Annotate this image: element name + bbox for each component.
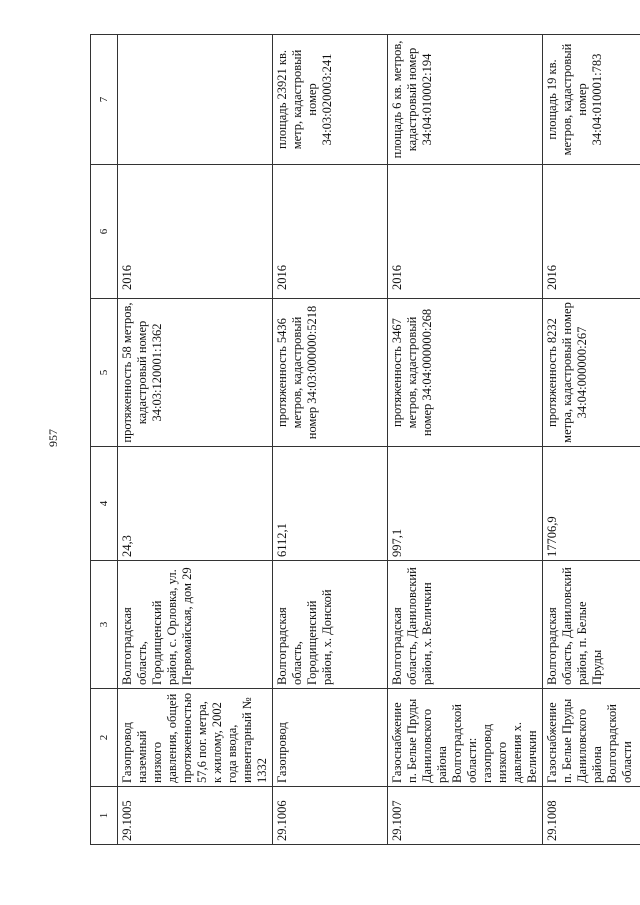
object-details: протяженность 5436 метров, кадастровый номер 34:03:000000:5218 [273,299,388,447]
object-year: 2016 [388,165,543,299]
table-row [118,35,273,845]
table-row [273,35,388,845]
object-extra [118,35,273,165]
object-address: Волгоградская область, Городищенский район, х. Донской [273,561,388,689]
object-value: 997,1 [388,447,543,561]
object-extra: площадь 6 кв. метров, кадастровый номер 34:04:010002:194 [388,35,543,165]
row-id: 29.1006 [273,787,388,845]
row-id: 29.1005 [118,787,273,845]
table-row [388,35,543,845]
object-name: Газоснабжение п. Белые Пруды Даниловского района Волгоградской области [543,689,640,787]
object-value: 6112,1 [273,447,388,561]
column-header: 6 [91,165,118,299]
object-value: 17706,9 [543,447,640,561]
object-name: Газопровод наземный низкого давления, общей протяженностью 57,6 пог. метра, к жилому, 2002 года ввода, инвентарный № 1332 [118,689,273,787]
object-extra: площадь 23921 кв. метр, кадастровый номер 34:03:020003:241 [273,35,388,165]
object-address: Волгоградская область, Городищенский район, с. Орловка, ул. Первомайская, дом 29 [118,561,273,689]
header-row [91,35,118,845]
object-extra: площадь 19 кв. метров, кадастровый номер 34:04:010001:783 [543,35,640,165]
object-details: протяженность 58 метров, кадастровый номер 34:03:120001:1362 [118,299,273,447]
column-header: 4 [91,447,118,561]
object-address: Волгоградская область, Даниловский район, п. Белые Пруды [543,561,640,689]
object-details: протяженность 3467 метров, кадастровый номер 34:04:000000:268 [388,299,543,447]
rotated-table-container [90,35,634,845]
row-id: 29.1008 [543,787,640,845]
page-number: 957 [46,429,60,447]
column-header: 3 [91,561,118,689]
object-details: протяженность 8232 метра, кадастровый номер 34:04:000000:267 [543,299,640,447]
column-header: 2 [91,689,118,787]
property-registry-table [90,34,640,845]
object-name: Газоснабжение п. Белые Пруды Даниловского района Волгоградской области: газопровод низкого давления х. Величкин [388,689,543,787]
object-year: 2016 [543,165,640,299]
object-name: Газопровод [273,689,388,787]
object-value: 24,3 [118,447,273,561]
column-header: 5 [91,299,118,447]
object-year: 2016 [273,165,388,299]
column-header: 7 [91,35,118,165]
object-year: 2016 [118,165,273,299]
object-address: Волгоградская область, Даниловский район, х. Величкин [388,561,543,689]
row-id: 29.1007 [388,787,543,845]
column-header: 1 [91,787,118,845]
table-row [543,35,640,845]
